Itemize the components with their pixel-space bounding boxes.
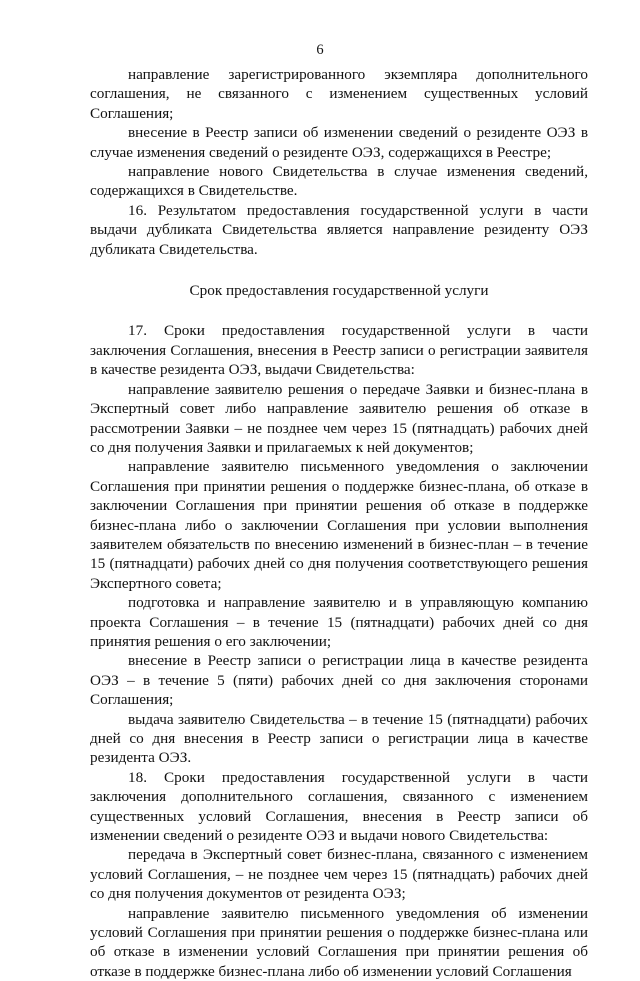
paragraph: направление заявителю письменного уведомления о заключении Соглашения при принятии решения о поддержке бизнес-плана, об отказе в заключении Соглашения при принятии решения об отказе в поддержке бизнес-плана либо о заключении Соглашения при условии выполнения заявителем обязательств по внесению изменений в бизнес-план – в течение 15 (пятнадцати) рабочих дней со дня получения соответствующего решения Экспертного совета; [90, 458, 588, 592]
paragraph-item-17: 17. Сроки предоставления государственной услуги в части заключения Соглашения, внесения в Реестр записи о регистрации заявителя в качестве резидента ОЭЗ, выдачи Свидетельства: [90, 322, 588, 379]
paragraph: внесение в Реестр записи о регистрации лица в качестве резидента ОЭЗ – в течение 5 (пяти) рабочих дней со дня заключения сторонами Соглашения; [90, 652, 588, 709]
section-heading: Срок предоставления государственной услуги [189, 282, 489, 300]
paragraph: внесение в Реестр записи об изменении сведений о резиденте ОЭЗ в случае изменения сведений о резиденте ОЭЗ, содержащихся в Реестре; [90, 124, 588, 161]
paragraph-item-18: 18. Сроки предоставления государственной услуги в части заключения дополнительного соглашения, связанного с изменением существенных условий Соглашения, внесения в Реестр записи об изменении сведений о резиденте ОЭЗ и выдачи нового Свидетельства: [90, 768, 588, 845]
paragraph-item-16: 16. Результатом предоставления государственной услуги в части выдачи дубликата Свидетельства является направление резиденту ОЭЗ дубликата Свидетельства. [90, 201, 588, 258]
document-body [90, 65, 588, 981]
paragraph: выдача заявителю Свидетельства – в течение 15 (пятнадцати) рабочих дней со дня внесения в Реестр записи о регистрации лица в качестве резидента ОЭЗ. [90, 710, 588, 767]
paragraph: направление нового Свидетельства в случае изменения сведений, содержащихся в Свидетельстве. [90, 163, 588, 200]
paragraph: направление заявителю решения о передаче Заявки и бизнес-плана в Экспертный совет либо направление заявителю решения об отказе в рассмотрении Заявки – не позднее чем через 15 (пятнадцать) рабочих дней со дня получения Заявки и прилагаемых к ней документов; [90, 380, 588, 456]
paragraph: направление зарегистрированного экземпляра дополнительного соглашения, не связанного с изменением существенных условий Соглашения; [90, 66, 588, 122]
paragraph: направление заявителю письменного уведомления об изменении условий Соглашения при принятии решения о поддержке бизнес-плана или об отказе в изменении условий Соглашения при принятии решения об отказе в поддержке бизнес-плана либо об изменении условий Соглашения [90, 904, 588, 980]
paragraph: подготовка и направление заявителю и в управляющую компанию проекта Соглашения – в течение 15 (пятнадцати) рабочих дней со дня принятия решения о его заключении; [90, 594, 588, 650]
paragraph: передача в Экспертный совет бизнес-плана, связанного с изменением условий Соглашения, – не позднее чем через 15 (пятнадцать) рабочих дней со дня получения документов от резидента ОЭЗ; [90, 846, 588, 903]
page-number: 6 [316, 42, 324, 58]
